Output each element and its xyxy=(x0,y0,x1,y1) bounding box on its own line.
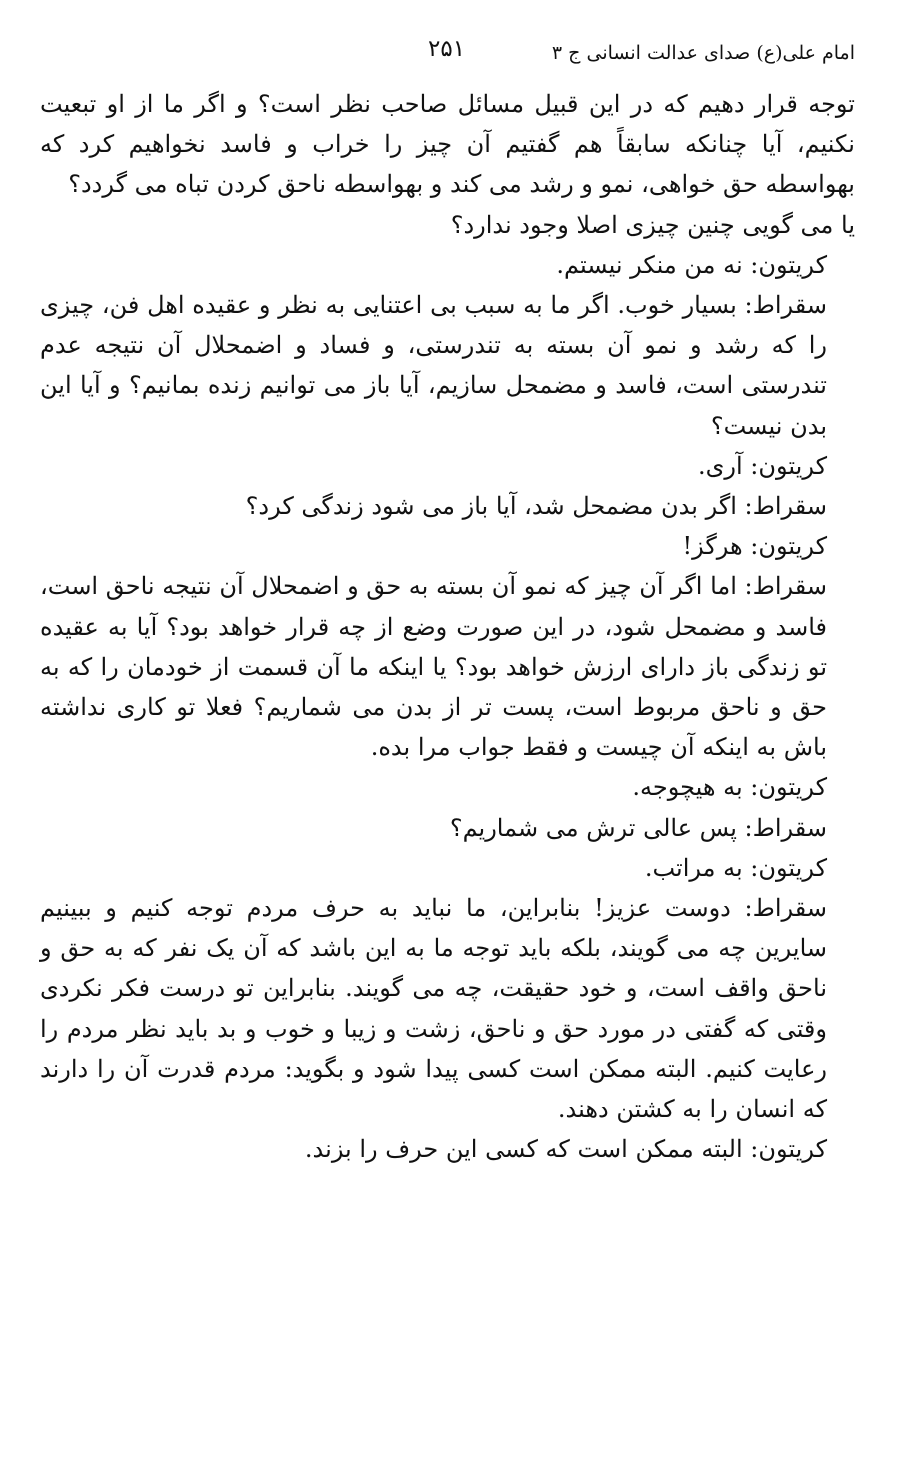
document-page xyxy=(40,28,855,1448)
dialogue-socrates-5: سقراط: دوست عزیز! بنابراین، ما نباید به حرف مردم توجه کنیم و ببینیم سایرین چه می گویند، بلکه باید توجه ما به این باشد که آن یک نفر که به حق و ناحق واقف است، و خود حقیقت، چه می گویند. بنابراین تو درست فکر نکردی وقتی که گفتی در مورد حق و ناحق، زشت و زیبا و خوب و بد باید نظر مردم را رعایت کنیم. البته ممکن است کسی پیدا شود و بگوید: مردم قدرت آن را دارند که انسان را به کشتن دهند. xyxy=(40,894,827,1124)
dialogue-crito-4: کریتون: به هیچوجه. xyxy=(632,773,827,802)
dialogue-crito-1: کریتون: نه من منکر نیستم. xyxy=(556,250,827,279)
dialogue-crito-2: کریتون: آری. xyxy=(698,451,827,480)
dialogue-socrates-2: سقراط: اگر بدن مضمحل شد، آیا باز می شود زندگی کرد؟ xyxy=(245,492,827,521)
paragraph-continuation: توجه قرار دهیم که در این قبیل مسائل صاحب نظر است؟ و اگر ما از او تبعیت نکنیم، آیا چنانکه سابقاً هم گفتیم آن چیز را خراب و فاسد نخواهیم کرد که بهواسطه حق خواهی، نمو و رشد می کند و بهواسطه ناحق کردن تباه می گردد؟ xyxy=(40,90,855,199)
dialogue-socrates-4: سقراط: پس عالی ترش می شماریم؟ xyxy=(449,813,827,842)
dialogue-socrates-3: سقراط: اما اگر آن چیز که نمو آن بسته به حق و اضمحلال آن نتیجه ناحق است، فاسد و مضمحل شود، در این صورت وضع از چه قرار خواهد بود؟ آیا به عقیده تو زندگی باز دارای ارزش خواهد بود؟ یا اینکه ما آن قسمت از خودمان را که به حق و ناحق مربوط است، پست تر از بدن می شماریم؟ فعلا تو کاری نداشته باش به اینکه آن چیست و فقط جواب مرا بده. xyxy=(40,572,827,762)
book-title: امام علی(ع) صدای عدالت انسانی ج ۳ xyxy=(551,42,855,64)
body-text xyxy=(40,84,855,1169)
dialogue-socrates-1: سقراط: بسیار خوب. اگر ما به سبب بی اعتنایی به نظر و عقیده اهل فن، چیزی را که رشد و نمو آن بسته به تندرستی، و فساد و اضمحلال آن نتیجه عدم تندرستی است، فاسد و مضمحل سازیم، آیا باز می توانیم زنده بمانیم؟ و آیا این بدن نیست؟ xyxy=(40,291,827,440)
dialogue-crito-6: کریتون: البته ممکن است که کسی این حرف را بزند. xyxy=(304,1135,827,1164)
running-header xyxy=(40,28,855,84)
dialogue-crito-3: کریتون: هرگز! xyxy=(682,532,827,561)
paragraph-question: یا می گویی چنین چیزی اصلا وجود ندارد؟ xyxy=(450,210,855,239)
dialogue-crito-5: کریتون: به مراتب. xyxy=(644,853,827,882)
page-number: ۲۵۱ xyxy=(428,36,466,62)
